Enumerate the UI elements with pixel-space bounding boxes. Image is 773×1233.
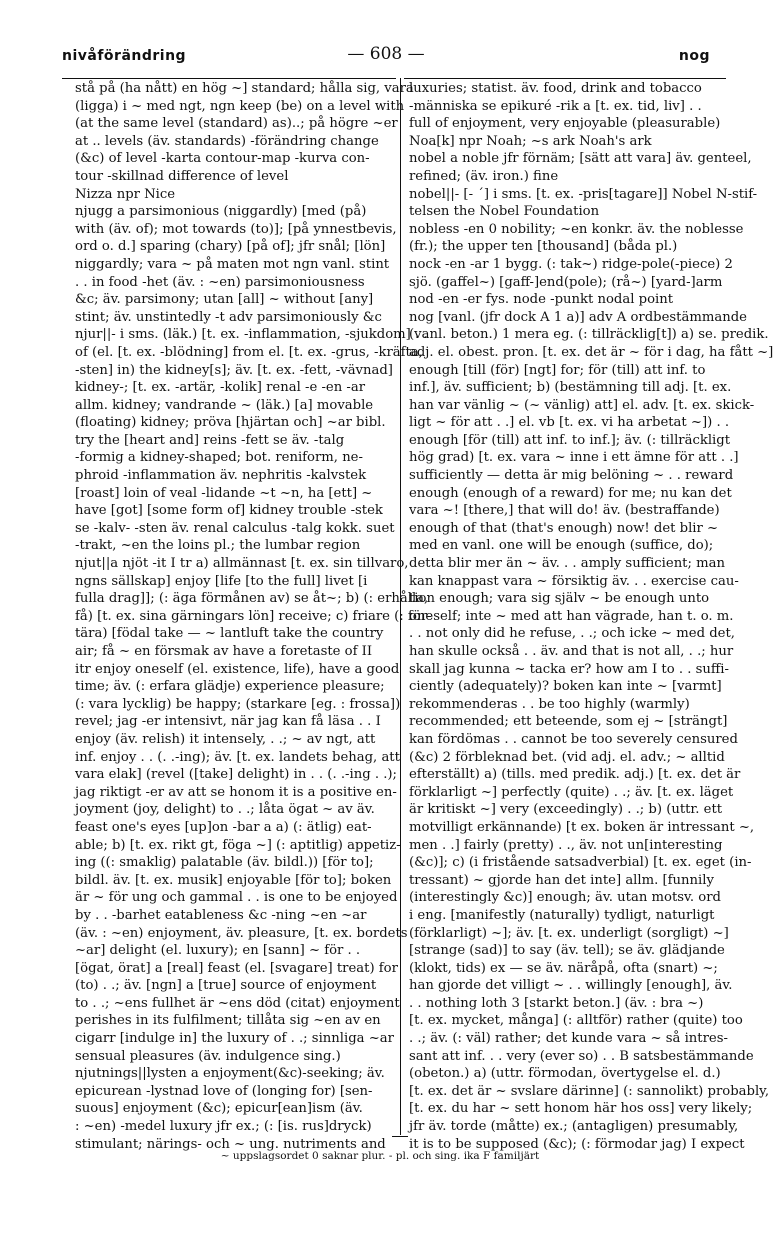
entry-line: (äv. : ~en) enjoyment, äv. pleasure, [t. ex. bordets [75, 925, 408, 941]
entry-line: enough of that (that's enough) now! det blir ~ [409, 520, 719, 536]
entry-line: sant att inf. . . very (ever so) . . B satsbestämmande [409, 1048, 754, 1064]
entry-line: able; b) [t. ex. rikt gt, föga ~] (: aptitlig) appetiz- [75, 837, 401, 853]
entry-line: skall jag kunna ~ tacka er? how am I to . . suffi- [409, 661, 729, 677]
entry-line: (klokt, tids) ex — se äv. näråpå, ofta (snart) ~; [409, 960, 718, 976]
entry-line: at .. levels (äv. standards) -förändring change [75, 133, 379, 149]
entry-line: -formig a kidney-shaped; bot. reniform, ne- [75, 450, 363, 466]
entry-line: nobel a noble jfr förnäm; [sätt att vara] äv. genteel, [409, 151, 752, 167]
entry-line: refined; (äv. iron.) fine [409, 168, 559, 184]
entry-line: . .; äv. (: väl) rather; det kunde vara ~ så intres- [409, 1031, 728, 1047]
entry-line: oneself; inte ~ med att han vägrade, han t. o. m. [409, 608, 734, 624]
header-rule-left [62, 78, 396, 79]
entry-line: nog [vanl. (jfr dock A 1 a)] adv A ordbestämmande [409, 309, 747, 325]
entry-line: [ögat, örat] a [real] feast (el. [svagare] treat) for [75, 960, 398, 976]
entry-line: (at the same level (standard) as)..; på högre ~er [75, 116, 398, 132]
entry-line: suous] enjoyment (&c); epicur[ean]ism (äv. [75, 1101, 363, 1117]
entry-line: se -kalv- -sten äv. renal calculus -talg kokk. suet [75, 520, 395, 536]
entry-line: enough [till (för) [ngt] for; för (till) att inf. to [409, 362, 706, 378]
entry-line: (obeton.) a) (uttr. förmodan, övertygelse el. d.) [409, 1066, 721, 1082]
entry-line: allm. kidney; vandrande ~ (läk.) [a] movable [75, 397, 374, 413]
entry-line: time; äv. (: erfara glädje) experience pleasure; [75, 679, 385, 695]
entry-line: bildl. äv. [t. ex. musik] enjoyable [för to]; boken [75, 872, 392, 888]
entry-line: efterställt) a) (tills. med predik. adj.) [t. ex. det är [409, 767, 741, 783]
entry-line: han skulle också . . äv. and that is not all, . .; hur [409, 644, 734, 659]
entry-line: with (äv. of); mot towards (to)]; [på ynnestbevis, [75, 221, 397, 237]
entry-line: kan knappast vara ~ försiktig äv. . . exercise cau- [409, 573, 739, 589]
entry-line: telsen the Nobel Foundation [409, 204, 600, 220]
entry-line: stå på (ha nått) en hög ~] standard; hålla sig, vara [75, 81, 414, 96]
entry-line: (&c) of level -karta contour-map -kurva con- [75, 151, 370, 167]
entry-line: stimulant; närings- och ~ ung. nutriments and [75, 1136, 386, 1152]
entry-line: have [got] [some form of] kidney trouble -stek [75, 503, 383, 519]
entry-line: i eng. [manifestly (naturally) tydligt, naturligt [409, 907, 715, 923]
entry-line: ord o. d.] sparing (chary) [på of]; jfr snål; [lön] [75, 239, 386, 255]
entry-line: ~ar] delight (el. luxury); en [sann] ~ för . . [75, 943, 361, 959]
entry-line: (: vara lycklig) be happy; (starkare [eg. : frossa]) [75, 696, 401, 712]
entry-line: enough (enough of a reward) for me; nu kan det [409, 485, 732, 501]
entry-line: by . . -barhet eatableness &c -ning ~en ~ar [75, 907, 367, 923]
entry-line: Nizza npr Nice [75, 186, 176, 202]
entry-line: sensual pleasures (äv. indulgence sing.) [75, 1048, 341, 1064]
entry-line: enjoy (äv. relish) it intensely, . .; ~ av ngt, att [75, 731, 376, 747]
entry-line: (vanl. beton.) 1 mera eg. (: tillräcklig[t]) a) se. predik. [409, 327, 769, 343]
entry-line: to . .; ~ens fullhet är ~ens död (citat) enjoyment [75, 995, 400, 1011]
entry-line: itr enjoy oneself (el. existence, life), have a good [75, 661, 400, 677]
column-divider [400, 78, 401, 1135]
entry-line: feast one's eyes [up]on -bar a a) (: ätlig) eat- [75, 819, 372, 835]
entry-line: cigarr [indulge in] the luxury of . .; sinnliga ~ar [75, 1031, 394, 1047]
entry-line: (fr.); the upper ten [thousand] (båda pl.) [409, 239, 678, 255]
entry-line: nobel||- [- ´] i sms. [t. ex. -pris[tagare]] Nobel N-stif- [409, 186, 758, 202]
entry-line: ciently (adequately)? boken kan inte ~ [varmt] [409, 679, 722, 695]
entry-line: full of enjoyment, very enjoyable (pleasurable) [409, 116, 721, 132]
header-left-guideword: nivåförändring [62, 48, 187, 64]
entry-line: han gjorde det villigt ~ . . willingly [enough], äv. [409, 978, 733, 994]
entry-line: vara ~! [there,] that will do! äv. (bestraffande) [409, 503, 720, 519]
entry-line: perishes in its fulfilment; tillåta sig ~en av en [75, 1013, 381, 1029]
entry-line: -sten] in) the kidney[s]; äv. [t. ex. -fett, -vävnad] [75, 362, 393, 378]
footer-legend: ~ uppslagsordet 0 saknar plur. - pl. och sing. ika F familjärt [220, 1150, 540, 1162]
entry-line: tära) [födal take — ~ lantluft take the country [75, 626, 384, 642]
entry-line: -människa se epikuré -rik a [t. ex. tid, liv] . . [409, 98, 702, 114]
entry-line: [roast] loin of veal -lidande ~t ~n, ha [ett] ~ [75, 485, 373, 501]
entry-line: jag riktigt -er av att se honom it is a positive en- [75, 784, 397, 800]
entry-line: förklarligt ~] perfectly (quite) . .; äv. [t. ex. läget [409, 784, 734, 800]
entry-line: it is to be supposed (&c); (: förmodar jag) I expect [409, 1136, 745, 1152]
entry-line: är ~ för ung och gammal . . is one to be enjoyed [75, 890, 398, 906]
entry-line: air; få ~ en försmak av have a foretaste of II [75, 644, 373, 659]
entry-line: vara elak] (revel ([take] delight) in . . (. .-ing . .); [75, 767, 397, 783]
entry-line: fulla drag]]; (: äga förmånen av) se åt~; b) (: erhålla, [75, 591, 429, 607]
entry-line: njut||a njöt -it I tr a) allmännast [t. ex. sin tillvaro, [75, 556, 409, 572]
entry-line: tion enough; vara sig själv ~ be enough unto [409, 591, 710, 607]
entry-line: try the [heart and] reins -fett se äv. -talg [75, 432, 345, 448]
entry-line: of (el. [t. ex. -blödning] from el. [t. ex. -grus, -kräfta, [75, 344, 423, 360]
entry-line: . . in food -het (äv. : ~en) parsimoniousness [75, 274, 365, 290]
entry-line: njutnings||lysten a enjoyment(&c)-seeking; äv. [75, 1066, 385, 1082]
entry-line: . . nothing loth 3 [starkt beton.] (äv. : bra ~) [409, 995, 704, 1011]
entry-line: : ~en) -medel luxury jfr ex.; (: [is. rus]dryck) [75, 1119, 372, 1135]
entry-line: med en vanl. one will be enough (suffice, do); [409, 538, 714, 554]
entry-line: epicurean -lystnad love of (longing for) [sen- [75, 1083, 373, 1099]
entry-line: sufficiently — detta är mig belöning ~ . . reward [409, 468, 734, 484]
entry-line: (to) . .; äv. [ngn] a [true] source of enjoyment [75, 978, 377, 994]
entry-line: (floating) kidney; pröva [hjärtan och] ~ar bibl. [75, 415, 386, 431]
entry-line: ngns sällskap] enjoy [life [to the full] livet [i [75, 573, 368, 589]
right-column [409, 80, 773, 1153]
entry-line: (förklarligt) ~]; äv. [t. ex. underligt (sorgligt) ~] [409, 925, 729, 941]
entry-line: stint; äv. unstintedly -t adv parsimoniously &c [75, 309, 382, 325]
entry-line: . . not only did he refuse, . .; och icke ~ med det, [409, 626, 735, 642]
entry-line: njugg a parsimonious (niggardly) [med (på) [75, 204, 367, 220]
entry-line: [t. ex. du har ~ sett honom här hos oss] very likely; [409, 1101, 753, 1117]
entry-line: [strange (sad)] to say (äv. tell); se äv. glädjande [409, 943, 725, 959]
entry-line: recommended; ett beteende, som ej ~ [strängt] [409, 714, 728, 730]
entry-line: kidney-; [t. ex. -artär, -kolik] renal -e -en -ar [75, 380, 366, 396]
footer-separator [392, 1136, 408, 1137]
entry-line: rekommenderas . . be too highly (warmly) [409, 696, 690, 712]
entry-line: inf. enjoy . . (. .-ing); äv. [t. ex. landets behag, att [75, 749, 400, 765]
entry-line: (&c)]; c) (i fristående satsadverbial) [t. ex. eget (in- [409, 855, 752, 871]
entry-line: få) [t. ex. sina gärningars lön] receive; c) friare (: för- [75, 608, 432, 624]
entry-line: (&c) 2 förbleknad bet. (vid adj. el. adv.; ~ alltid [409, 749, 725, 765]
entry-line: phroid -inflammation äv. nephritis -kalvstek [75, 468, 367, 484]
entry-line: ligt ~ för att . .] el. vb [t. ex. vi ha arbetat ~]) . . [409, 415, 730, 431]
entry-line: motvilligt erkännande) [t ex. boken är intressant ~, [409, 819, 755, 835]
entry-line: tressant) ~ gjorde han det inte] allm. [funnily [409, 872, 714, 888]
entry-line: revel; jag -er intensivt, när jag kan få läsa . . I [75, 714, 381, 730]
entry-line: tour -skillnad difference of level [75, 168, 289, 184]
entry-line: han var vänlig ~ (~ vänlig) att] el. adv. [t. ex. skick- [409, 397, 755, 413]
entry-line: inf.], äv. sufficient; b) (bestämning till adj. [t. ex. [409, 380, 732, 396]
entry-line: &c; äv. parsimony; utan [all] ~ without [any] [75, 292, 374, 308]
entry-line: (interestingly &c)] enough; äv. utan motsv. ord [409, 890, 721, 906]
entry-line: enough [för (till) att inf. to inf.]; äv. (: tillräckligt [409, 432, 731, 448]
entry-line: [t. ex. det är ~ svslare därinne] (: sannolikt) probably, [409, 1083, 770, 1099]
header-rule-right [404, 78, 726, 79]
entry-line: hög grad) [t. ex. vara ~ inne i ett ämne för att . .] [409, 450, 739, 466]
entry-line: nock -en -ar 1 bygg. (: tak~) ridge-pole(-piece) 2 [409, 256, 733, 272]
entry-line: niggardly; vara ~ på maten mot ngn vanl. stint [75, 256, 390, 272]
entry-line: nod -en -er fys. node -punkt nodal point [409, 292, 674, 308]
entry-line: jfr äv. torde (måtte) ex.; (antagligen) presumably, [409, 1119, 739, 1135]
entry-line: är kritiskt ~] very (exceedingly) . .; b) (uttr. ett [409, 802, 723, 818]
entry-line: kan fördömas . . cannot be too severely censured [409, 731, 738, 747]
entry-line: sjö. (gaffel~) [gaff-]end(pole); (rå~) [yard-]arm [409, 274, 723, 290]
entry-line: ing ((: smaklig) palatable (äv. bildl.)) [för to]; [75, 855, 374, 871]
page-header [62, 44, 710, 66]
entry-line: (ligga) i ~ med ngt, ngn keep (be) on a level with [75, 98, 405, 114]
entry-line: joyment (joy, delight) to . .; låta ögat ~ av äv. [75, 802, 375, 818]
header-right-guideword: nog [678, 48, 710, 64]
entry-line: adj. el. obest. pron. [t. ex. det är ~ för i dag, ha fått ~] [409, 344, 773, 360]
entry-line: [t. ex. mycket, många] (: alltför) rather (quite) too [409, 1013, 743, 1029]
entry-line: nobless -en 0 nobility; ~en konkr. äv. the noblesse [409, 221, 744, 237]
left-column [75, 80, 432, 1153]
page-number: — 608 — [347, 44, 425, 64]
entry-line: detta blir mer än ~ äv. . . amply sufficient; man [409, 556, 725, 572]
entry-line: njur||- i sms. (läk.) [t. ex. -inflammation, -sjukdom] . . [75, 327, 428, 343]
entry-line: Noa[k] npr Noah; ~s ark Noah's ark [409, 133, 652, 149]
entry-line: luxuries; statist. äv. food, drink and tobacco [409, 81, 702, 96]
entry-line: -trakt, ~en the loins pl.; the lumbar region [75, 538, 361, 554]
entry-line: men . .] fairly (pretty) . ., äv. not un[interesting [409, 837, 723, 853]
